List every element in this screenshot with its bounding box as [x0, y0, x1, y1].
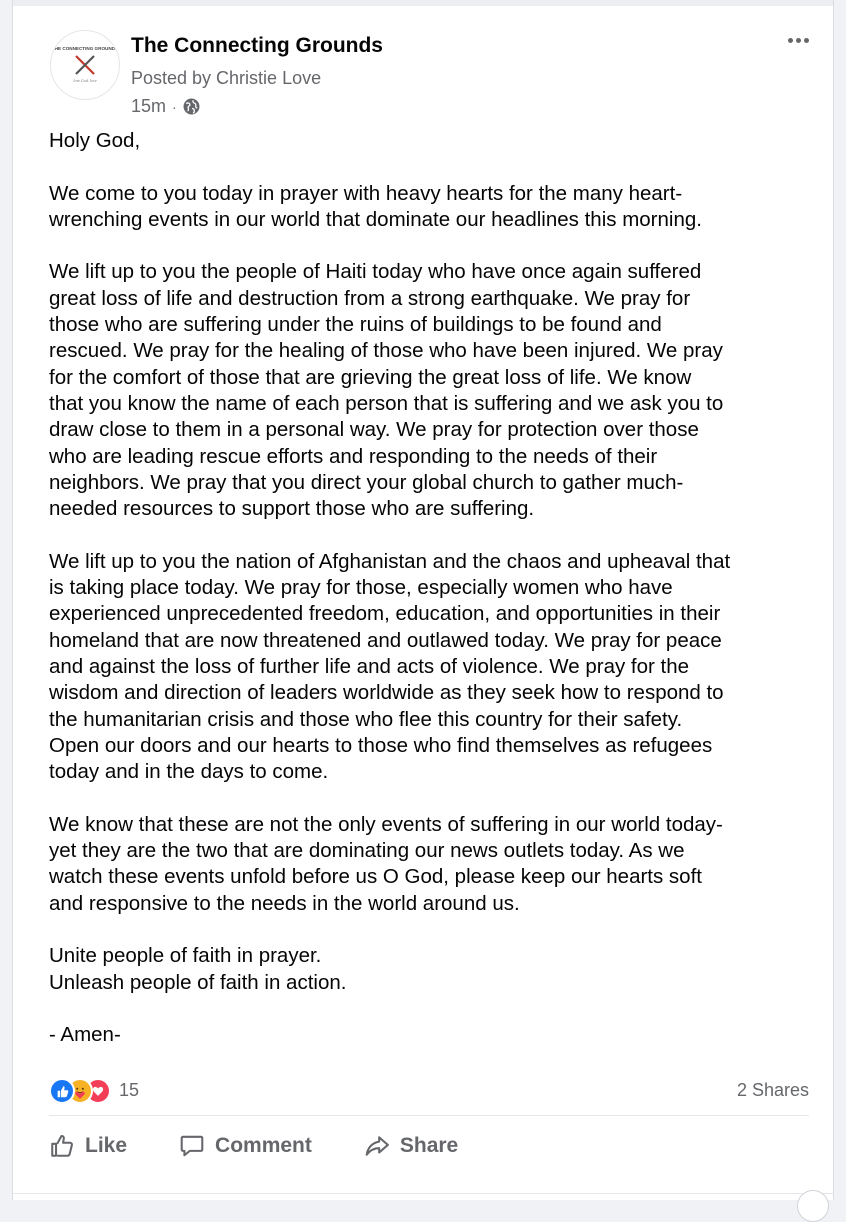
avatar-subtext: love God. love — [73, 78, 97, 83]
like-label: Like — [85, 1134, 128, 1157]
logo-icon — [51, 31, 119, 99]
post-time[interactable]: 15m — [131, 96, 167, 116]
post-paragraph: Unite people of faith in prayer. Unleash people of faith in action. — [49, 944, 347, 994]
share-button[interactable] — [364, 1133, 458, 1159]
comment-label: Comment — [215, 1134, 312, 1157]
more-dot-icon — [796, 38, 801, 43]
shares-count[interactable]: 2 Shares — [736, 1080, 809, 1100]
post-paragraph: We come to you today in prayer with heavy hearts for the many heart- wrenching events in our world that dominate our headlines this morning. — [49, 181, 702, 231]
post-paragraph: We lift up to you the people of Haiti today who have once again suffered great loss of life and destruction from a strong earthquake. We pray for those who are suffering under the ruins of buildings to be found and rescued. We pray for the healing of those who have been injured. We pray for the comfort of those that are grieving the great loss of life. We know that you know the name of each person that is suffering and we ask you to draw close to them in a personal way. We pray for protection over those who are leading rescue efforts and responding to the needs of their neighbors. We pray that you direct your global church to gather much- needed resources to support those who are suffering. — [49, 260, 724, 521]
reactions-row — [49, 1076, 809, 1104]
post-body — [49, 128, 819, 1075]
comment-icon — [179, 1133, 205, 1159]
reaction-icons[interactable] — [49, 1078, 113, 1102]
user-avatar[interactable] — [797, 1190, 829, 1222]
more-options-button[interactable] — [783, 30, 813, 50]
bottom-divider — [13, 1193, 833, 1194]
post-paragraph: We lift up to you the nation of Afghanistan and the chaos and upheaval that is taking place today. We pray for those, especially women who have experienced unprecedented freedom, education, and opportunities in their homeland that are now threatened and outlawed today. We pray for peace and against the loss of further life and acts of violence. We pray for the wisdom and direction of leaders worldwide as they seek how to respond to the humanitarian crisis and those who flee this country for their safety. Open our doors and our hearts to those who find themselves as refugees today and in the days to come. — [49, 549, 731, 784]
posted-by: Posted by Christie Love — [131, 68, 322, 88]
more-dot-icon — [804, 38, 809, 43]
globe-icon — [183, 98, 200, 115]
thumbs-up-icon — [49, 1133, 75, 1159]
meta-separator: · — [172, 98, 177, 115]
page-avatar[interactable] — [50, 30, 120, 100]
post-meta — [131, 96, 200, 117]
post-paragraph: We know that these are not the only events of suffering in our world today- yet they are the two that are dominating our news outlets today. As we watch these events unfold before us O God, please keep our hearts soft and responsive to the needs in the world around us. — [49, 812, 723, 915]
page-name[interactable]: The Connecting Grounds — [131, 34, 383, 57]
post-card — [12, 0, 834, 1200]
like-button[interactable] — [49, 1133, 127, 1159]
actions-divider — [49, 1115, 809, 1116]
post-header — [50, 28, 813, 118]
top-divider — [13, 0, 833, 6]
comment-button[interactable] — [179, 1133, 312, 1159]
post-paragraph: - Amen- — [49, 1023, 121, 1047]
post-paragraph: Holy God, — [49, 129, 141, 152]
action-bar — [49, 1126, 510, 1166]
reaction-count[interactable]: 15 — [119, 1080, 140, 1100]
avatar-text: THE CONNECTING GROUNDS — [51, 46, 119, 51]
more-dot-icon — [788, 38, 793, 43]
share-label: Share — [399, 1134, 459, 1157]
like-icon — [49, 1078, 75, 1104]
share-icon — [364, 1133, 390, 1159]
